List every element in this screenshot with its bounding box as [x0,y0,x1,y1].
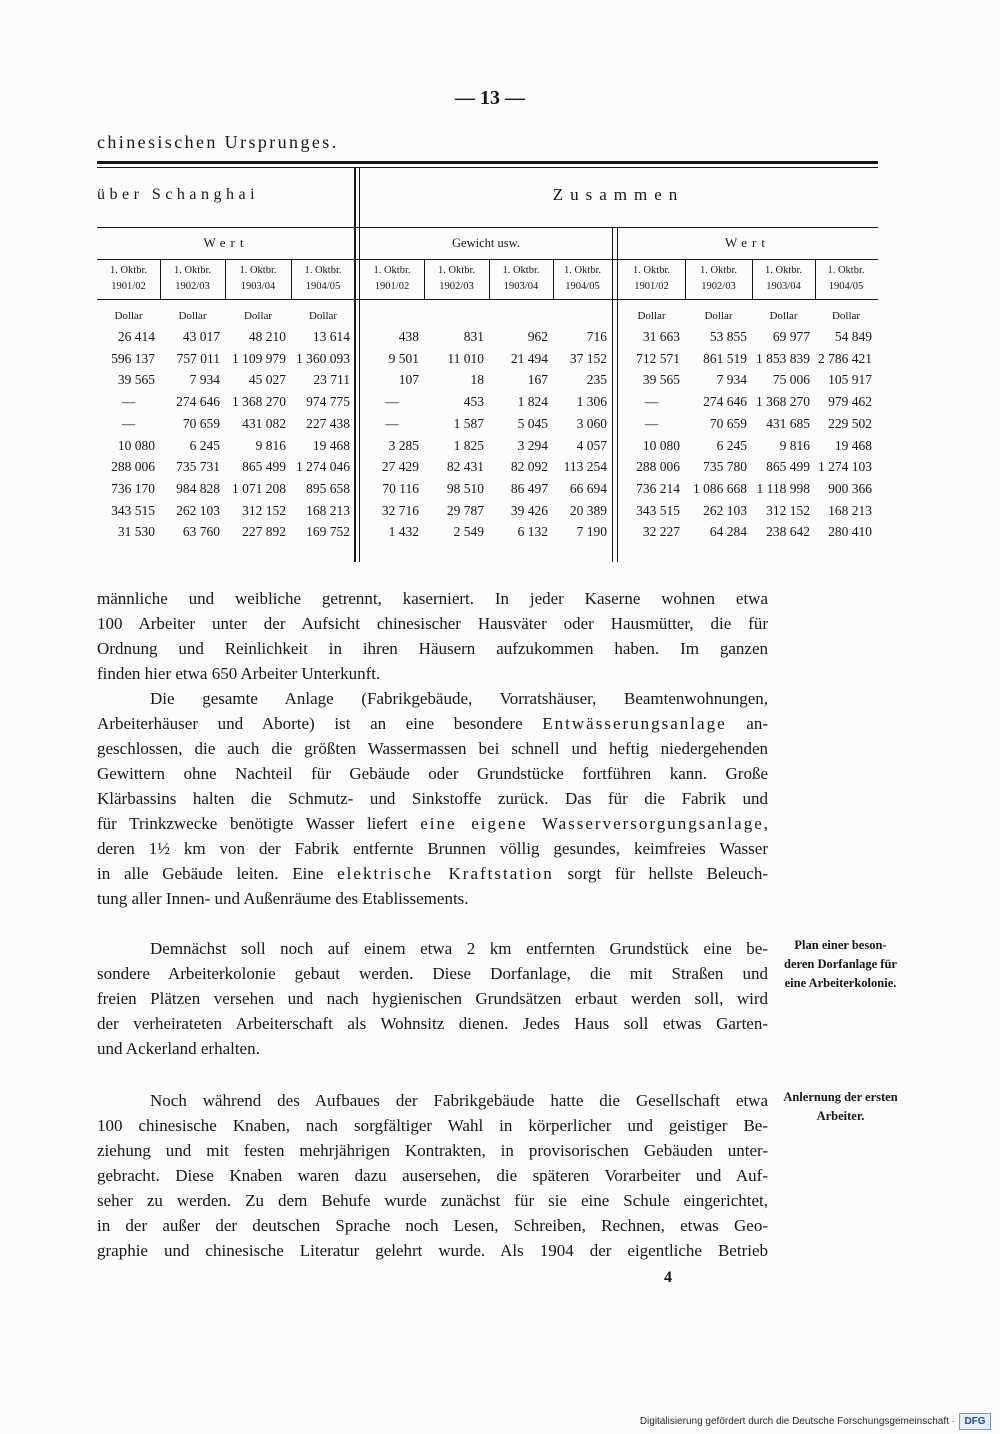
table-cell: 69 977 [772,329,810,344]
paragraph [97,686,768,911]
table-cell: 10 080 [117,437,155,453]
table-cell: 7 190 [576,524,607,540]
table-cell: 39 426 [510,502,548,518]
dfg-logo [959,1413,991,1430]
column-header-date: 1. Oktbr. [109,265,148,276]
table-cell: 831 [463,329,484,344]
column-header-year: 1902/03 [701,281,736,292]
text-line [97,886,768,911]
text-line [97,1138,768,1163]
text-line [97,1113,768,1138]
table-cell: 26 414 [117,329,155,344]
table-cell: 98 510 [446,480,484,496]
table-cell: 1 853 839 [756,350,810,366]
table-cell: 343 515 [111,502,155,518]
text-segment: finden hier etwa 650 Arbeiter Unterkunft. [97,664,381,683]
text-line [97,1213,768,1238]
margin-note-line: deren Dorfanlage für [784,957,897,971]
dfg-logo-text: DFG [964,1416,986,1427]
table-cell: 5 045 [517,415,548,431]
page-number: — 13 — [455,87,525,109]
table-cell: 1 368 270 [232,394,286,410]
table-cell: — [121,415,136,431]
text-segment: seher zu werden. Zu dem Behufe wurde zunächst für sie eine Schule eingerichtet, [97,1191,768,1210]
text-line [97,1036,768,1061]
text-segment: Gewittern ohne Nachteil für Gebäude oder Grundstücke fortführen kann. Große [97,764,768,783]
column-header [489,263,553,297]
column-header-date: 1. Oktbr. [239,265,277,276]
text-line [97,761,768,786]
table-cell: 431 082 [242,415,286,431]
table-cell: 1 587 [453,415,484,431]
table-cell: 70 116 [382,480,419,496]
table-cell: 1 360 093 [296,350,350,366]
table-cell: 167 [527,372,548,388]
table-cell: 6 245 [716,437,747,453]
text-segment: Arbeiterhäuser und Aborte) ist an eine besondere [97,714,543,733]
text-segment: in alle Gebäude leiten. Eine [97,864,338,883]
text-line [97,986,768,1011]
text-line [97,661,768,686]
group-header-zusammen: Zusammen [552,185,685,204]
table-cell: 227 438 [306,415,350,431]
table-cell: 168 213 [828,502,872,518]
table-row [0,456,1000,478]
table-cell: 288 006 [111,459,155,475]
column-header [424,263,489,297]
unit-label: Dollar [637,310,666,322]
table-row [0,413,1000,435]
table-cell: 984 828 [176,480,220,496]
table-cell: 1 824 [517,394,548,410]
table-cell: 735 731 [176,459,220,475]
text-segment: und Ackerland erhalten. [97,1039,260,1058]
table-cell: 431 685 [766,415,810,431]
text-line [97,1163,768,1188]
table-header-bottom-rule [97,299,878,300]
table-cell: 1 825 [453,437,484,453]
spaced-emphasis: elektrische Kraftstation [337,864,554,883]
table-cell: 596 137 [111,350,155,366]
column-header [291,263,355,297]
table-cell: — [644,415,659,431]
text-segment: sorgt für hellste Beleuch- [553,864,768,883]
text-segment: geschlossen, die auch die größten Wassermassen bei schnell und heftig niedergehenden [97,739,768,758]
unit-label: Dollar [769,310,798,322]
text-segment: graphie und chinesische Literatur gelehrt wurde. Als 1904 der eigentliche Betrieb [97,1241,768,1260]
text-line [97,936,768,961]
signature-mark: 4 [664,1269,672,1286]
table-cell: 1 118 998 [756,480,810,496]
footer-credit: Digitalisierung gefördert durch die Deutsche Forschungsgemeinschaft · [639,1416,955,1427]
column-header-year: 1902/03 [175,281,210,292]
column-header [553,263,612,297]
text-line [97,1011,768,1036]
table-cell: 735 780 [703,459,747,475]
text-segment: ziehung und mit festen mehrjährigen Kontrakten, in provisorischen Gebäuden unter- [97,1141,768,1160]
table-cell: 1 368 270 [756,394,810,410]
unit-label: Dollar [178,310,207,322]
table-row [0,391,1000,413]
text-line [97,586,768,611]
table-cell: 32 716 [381,502,419,518]
table-cell: 4 057 [576,437,607,453]
table-cell: 757 011 [176,350,220,366]
table-cell: 43 017 [182,329,220,344]
table-cell: 37 152 [569,350,607,366]
margin-note-line: Anlernung der ersten [783,1090,898,1104]
table-cell: 13 614 [312,329,350,344]
table-cell: 169 752 [306,524,350,540]
text-segment: an- [726,714,768,733]
column-header-date: 1. Oktbr. [373,265,411,276]
table-cell: 9 816 [255,437,286,453]
column-header-year: 1903/04 [766,281,801,292]
column-header [360,263,424,297]
table-cell: 6 132 [517,524,548,540]
text-segment: in der außer der deutschen Sprache noch Lesen, Schreiben, Rechnen, etwas Geo- [97,1216,768,1235]
column-header-year: 1904/05 [305,281,341,292]
table-cell: 21 494 [510,350,548,366]
table-cell: 274 646 [176,394,220,410]
table-cell: 974 775 [306,394,350,410]
table-cell: 53 855 [709,329,747,344]
table-cell: 238 642 [766,524,810,540]
table-cell: 312 152 [242,502,286,518]
column-header-year: 1904/05 [828,281,864,292]
text-line [97,611,768,636]
margin-note-line: Arbeiter. [816,1109,865,1123]
table-cell: 19 468 [312,437,350,453]
table-cell: 11 010 [447,350,484,366]
spaced-emphasis: Entwässerungsanlage [542,714,727,733]
running-title: chinesischen Ursprunges. [97,132,339,152]
table-cell: 39 565 [642,372,680,388]
table-cell: 453 [463,394,484,410]
table-cell: 3 294 [517,437,548,453]
text-line [97,711,768,736]
column-header-year: 1903/04 [503,281,539,292]
table-cell: 6 245 [189,437,220,453]
table-cell: 32 227 [642,524,680,540]
table-cell: 29 787 [446,502,484,518]
column-header [815,263,877,297]
column-header-year: 1903/04 [240,281,276,292]
table-row [0,521,1000,543]
table-cell: 63 760 [182,524,220,540]
table-cell: 10 080 [642,437,680,453]
margin-note-line: Plan einer beson- [794,938,887,952]
text-segment: 100 chinesische Knaben, nach sorgfältiger Wahl in körperlicher und geistiger Be- [97,1116,768,1135]
table-cell: 235 [586,372,607,388]
table-cell: 227 892 [242,524,286,540]
table-cell: 23 711 [313,372,350,388]
table-cell: 274 646 [703,394,747,410]
table-cell: 48 210 [248,329,286,344]
table-cell: 229 502 [828,415,872,431]
column-header [160,263,225,297]
table-cell: — [385,394,399,410]
table-top-thin-rule [97,167,878,168]
table-cell: 3 060 [576,415,607,431]
table-cell: 31 530 [117,524,155,540]
text-segment: Demnächst soll noch auf einem etwa 2 km entfernten Grundstück eine be- [150,939,768,958]
table-cell: 20 389 [569,502,607,518]
table-cell: 1 274 103 [818,459,872,475]
column-header-date: 1. Oktbr. [827,265,865,276]
column-header-date: 1. Oktbr. [173,265,212,276]
table-row [0,348,1000,370]
subheader-value-left: Wert [203,235,249,250]
table-cell: 736 170 [111,480,155,496]
margin-note [775,936,906,993]
text-segment: für Trinkzwecke benötigte Wasser liefert [97,814,421,833]
table-cell: 1 274 046 [296,459,350,475]
table-cell: 1 071 208 [232,480,286,496]
unit-label: Dollar [243,310,273,322]
table-cell: 861 519 [703,350,747,366]
table-cell: 19 468 [834,437,872,453]
paragraph [97,586,768,686]
table-cell: 865 499 [242,459,286,475]
table-row [0,500,1000,522]
table-cell: 113 254 [563,459,607,475]
table-cell: 962 [527,329,548,344]
text-segment: der verheirateten Arbeiterschaft als Wohnsitz dienen. Jedes Haus soll etwas Garten- [97,1014,768,1033]
column-header-date: 1. Oktbr. [632,265,671,276]
text-line [97,736,768,761]
table-cell: 979 462 [828,394,872,410]
table-cell: 3 285 [388,437,419,453]
table-cell: 31 663 [642,329,680,344]
table-cell: 105 917 [828,372,872,388]
column-header [225,263,291,297]
text-line [97,961,768,986]
text-segment: gebracht. Diese Knaben waren dazu ausersehen, die späteren Vorarbeiter und Auf- [97,1166,768,1185]
table-cell: 2 549 [453,524,484,540]
column-header [618,263,685,297]
table-row [0,435,1000,457]
table-cell: 716 [586,329,607,344]
table-cell: 865 499 [766,459,810,475]
column-header-year: 1904/05 [565,281,600,292]
table-cell: 27 429 [381,459,419,475]
table-cell: 280 410 [828,524,872,540]
column-header-date: 1. Oktbr. [502,265,540,276]
table-cell: 64 284 [709,524,747,540]
table-cell: 312 152 [766,502,810,518]
table-cell: 18 [470,372,484,388]
table-cell: 82 431 [446,459,484,475]
unit-label: Dollar [831,310,861,322]
text-line [97,786,768,811]
margin-note [775,1088,906,1126]
text-segment: tung aller Innen- und Außenräume des Etablissements. [97,889,469,908]
table-row [0,478,1000,500]
unit-label: Dollar [308,310,338,322]
text-line [97,636,768,661]
spaced-emphasis: eine eigene Wasserversorgungsanlage [420,814,764,833]
table-cell: 9 501 [388,350,419,366]
table-cell: 7 934 [716,372,747,388]
text-segment: deren 1½ km von der Fabrik entfernte Brunnen völlig gesundes, keimfreies Wasser [97,839,768,858]
text-line [97,811,768,836]
table-cell: 86 497 [510,480,548,496]
column-header-year: 1902/03 [439,281,474,292]
table-cell: 712 571 [636,350,680,366]
text-segment: 100 Arbeiter unter der Aufsicht chinesischer Hausväter oder Hausmütter, die für [97,614,768,633]
text-segment: , [763,814,768,833]
table-cell: 75 006 [772,372,810,388]
table-cell: 1 306 [576,394,607,410]
table-cell: 2 786 421 [818,350,872,366]
column-header-date: 1. Oktbr. [437,265,476,276]
table-cell: — [385,415,399,431]
column-header-date: 1. Oktbr. [563,265,602,276]
text-line [97,1188,768,1213]
text-segment: Klärbassins halten die Schmutz- und Sinkstoffe zurück. Das für die Fabrik und [97,789,768,808]
table-cell: 9 816 [779,437,810,453]
table-cell: 1 109 979 [232,350,286,366]
table-cell: 900 366 [828,480,872,496]
text-line [97,686,768,711]
text-segment: freien Plätzen versehen und nach hygienischen Grundsätzen erbaut werden soll, wird [97,989,768,1008]
column-header [97,263,160,297]
table-cell: 107 [398,372,419,388]
text-segment: männliche und weibliche getrennt, kaserniert. In jeder Kaserne wohnen etwa [97,589,768,608]
table-cell: 262 103 [703,502,747,518]
paragraph [97,1088,768,1263]
column-header [752,263,815,297]
table-cell: 343 515 [636,502,680,518]
table-cell: 70 659 [709,415,747,431]
table-cell: — [121,394,136,410]
column-header-year: 1901/02 [374,281,410,292]
column-header-date: 1. Oktbr. [699,265,738,276]
table-subheader-rule [97,259,878,260]
text-line [97,861,768,886]
table-cell: 736 214 [636,480,680,496]
table-cell: 262 103 [176,502,220,518]
table-cell: 895 658 [306,480,350,496]
table-cell: 7 934 [189,372,220,388]
text-segment: Ordnung und Reinlichkeit in ihren Häusern aufzukommen haben. Im ganzen [97,639,768,658]
table-cell: 70 659 [182,415,220,431]
table-row [0,326,1000,348]
column-header-date: 1. Oktbr. [764,265,803,276]
table-row [0,369,1000,391]
table-cell: 82 092 [510,459,548,475]
column-header-date: 1. Oktbr. [304,265,342,276]
column-header-year: 1901/02 [111,281,146,292]
table-top-thick-rule [97,161,878,164]
table-cell: 54 849 [834,329,872,344]
table-cell: 39 565 [117,372,155,388]
text-line [97,1238,768,1263]
paragraph [97,936,768,1061]
margin-note-line: eine Arbeiterkolonie. [784,976,897,990]
table-cell: 438 [398,329,419,344]
table-cell: 1 432 [388,524,419,540]
text-segment: Die gesamte Anlage (Fabrikgebäude, Vorratshäuser, Beamtenwohnungen, [150,689,768,708]
table-cell: 1 086 668 [693,480,747,496]
unit-label: Dollar [114,310,143,322]
column-header-year: 1901/02 [634,281,669,292]
group-header-schanghai: über Schanghai [97,186,260,203]
table-cell: 288 006 [636,459,680,475]
table-cell: 168 213 [306,502,350,518]
table-group-rule [97,227,878,228]
text-segment: Noch während des Aufbaues der Fabrikgebäude hatte die Gesellschaft etwa [150,1091,768,1110]
table-cell: — [644,394,659,410]
text-segment: sondere Arbeiterkolonie gebaut werden. Diese Dorfanlage, die mit Straßen und [97,964,768,983]
subheader-value-right: Wert [725,235,770,250]
unit-label: Dollar [704,310,733,322]
text-line [97,1088,768,1113]
column-header [685,263,752,297]
table-cell: 66 694 [569,480,607,496]
statistics-table [0,0,1000,570]
subheader-weight: Gewicht usw. [452,236,520,250]
table-cell: 45 027 [248,372,286,388]
text-line [97,836,768,861]
